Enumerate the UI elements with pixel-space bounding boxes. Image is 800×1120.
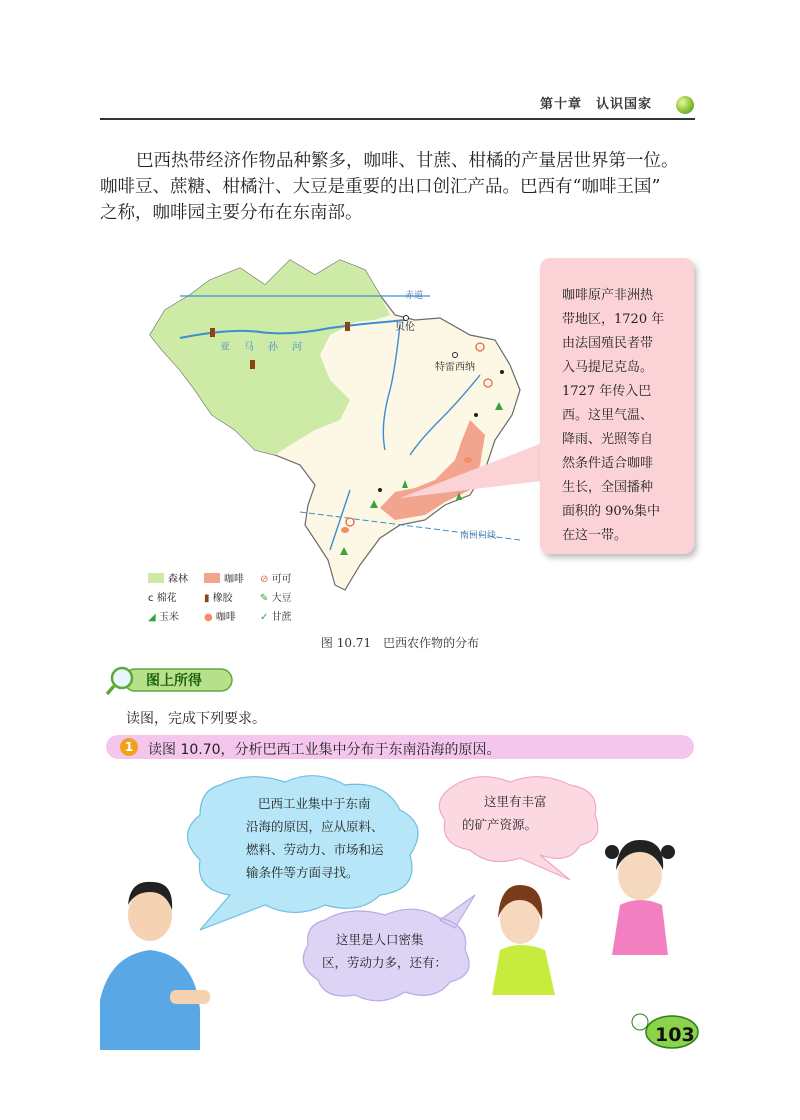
callout-line: 西。这里气温、 xyxy=(562,408,654,423)
legend-label: 橡胶 xyxy=(212,593,233,604)
river-label: 亚马孙河 xyxy=(220,342,316,353)
legend-label: 可可 xyxy=(271,574,292,585)
callout-line: 带地区，1720 年 xyxy=(562,312,665,327)
page-number: 103 xyxy=(655,1024,695,1046)
bubble-line: 这里有丰富 xyxy=(484,794,547,809)
cotton-icon: ϲ xyxy=(148,593,157,604)
callout-line: 咖啡原产非洲热 xyxy=(562,288,654,303)
girl-mid-bubble-text xyxy=(322,928,462,974)
instruction-text: 读图，完成下列要求。 xyxy=(126,711,266,727)
soybean-icon: ✎ xyxy=(260,593,272,604)
bubble-line: 输条件等方面寻找。 xyxy=(246,865,359,880)
magnifier-icon xyxy=(112,668,132,688)
teacher-figure xyxy=(100,882,210,1050)
callout-line: 1727 年传入巴 xyxy=(562,384,652,399)
rubber-icon: ▮ xyxy=(204,593,213,604)
coffee-swatch xyxy=(204,573,220,583)
section-badge-label: 图上所得 xyxy=(146,673,202,689)
callout-line: 入马提尼克岛。 xyxy=(562,360,654,375)
callout-line: 由法国殖民者带 xyxy=(562,336,654,351)
intro-line-3: 之称，咖啡园主要分布在东南部。 xyxy=(100,203,363,223)
equator-label: 赤道 xyxy=(405,291,424,301)
bubble-line: 巴西工业集中于东南 xyxy=(258,796,371,811)
girl-right-bubble-text xyxy=(462,790,592,836)
callout-line: 生长，全国播种 xyxy=(562,480,654,495)
legend-label: 大豆 xyxy=(271,593,292,604)
legend-label: 森林 xyxy=(168,574,188,585)
legend-label: 棉花 xyxy=(156,593,177,604)
bubble-line: 沿海的原因，应从原料、 xyxy=(246,819,384,834)
legend-label: 甘蔗 xyxy=(271,612,292,623)
city-belem: 贝伦 xyxy=(395,322,415,333)
callout-line: 降雨、光照等自 xyxy=(562,432,654,447)
bubble-line: 这里是人口密集 xyxy=(336,932,424,947)
bubble-line: 的矿产资源。 xyxy=(462,817,538,832)
girl-right-figure xyxy=(605,840,675,955)
teacher-bubble-text-cont xyxy=(246,815,436,884)
bubble-line: 区，劳动力多，还有： xyxy=(322,955,448,970)
forest-swatch xyxy=(148,573,164,583)
callout-line: 在这一带。 xyxy=(562,528,628,543)
girl-middle-figure xyxy=(492,885,555,995)
header-divider xyxy=(100,118,695,120)
question-text: 读图 10.70，分析巴西工业集中分布于东南沿海的原因。 xyxy=(148,742,501,758)
corn-icon: ◢ xyxy=(148,612,159,623)
legend-label: 玉米 xyxy=(158,612,179,623)
chapter-header: 第十章 认识国家 xyxy=(540,97,653,112)
sugarcane-icon: ✓ xyxy=(260,612,272,623)
callout-line: 面积的 90%集中 xyxy=(562,504,661,519)
bubble-line: 燃料、劳动力、市场和运 xyxy=(246,842,384,857)
cocoa-icon: ⊘ xyxy=(260,574,272,585)
brazil-crop-map xyxy=(140,240,560,630)
legend-label: 咖啡 xyxy=(224,574,244,585)
intro-line-2: 咖啡豆、蔗糖、柑橘汁、大豆是重要的出口创汇产品。巴西有“咖啡王国” xyxy=(100,177,661,197)
figure-caption: 图 10.71 巴西农作物的分布 xyxy=(320,636,480,650)
globe-icon xyxy=(676,96,694,114)
intro-line-1: 巴西热带经济作物品种繁多，咖啡、甘蔗、柑橘的产量居世界第一位。 xyxy=(136,151,679,171)
legend-label: 咖啡 xyxy=(215,612,236,623)
teacher-bubble-text xyxy=(246,792,426,815)
city-teresina: 特雷西纳 xyxy=(435,362,475,373)
question-number: 1 xyxy=(120,738,138,756)
coffee-bean-icon: ● xyxy=(204,612,216,623)
intro-paragraph xyxy=(100,148,700,226)
tropic-label: 南回归线 xyxy=(460,531,497,541)
coffee-callout-text xyxy=(562,284,684,548)
callout-line: 然条件适合咖啡 xyxy=(562,456,654,471)
